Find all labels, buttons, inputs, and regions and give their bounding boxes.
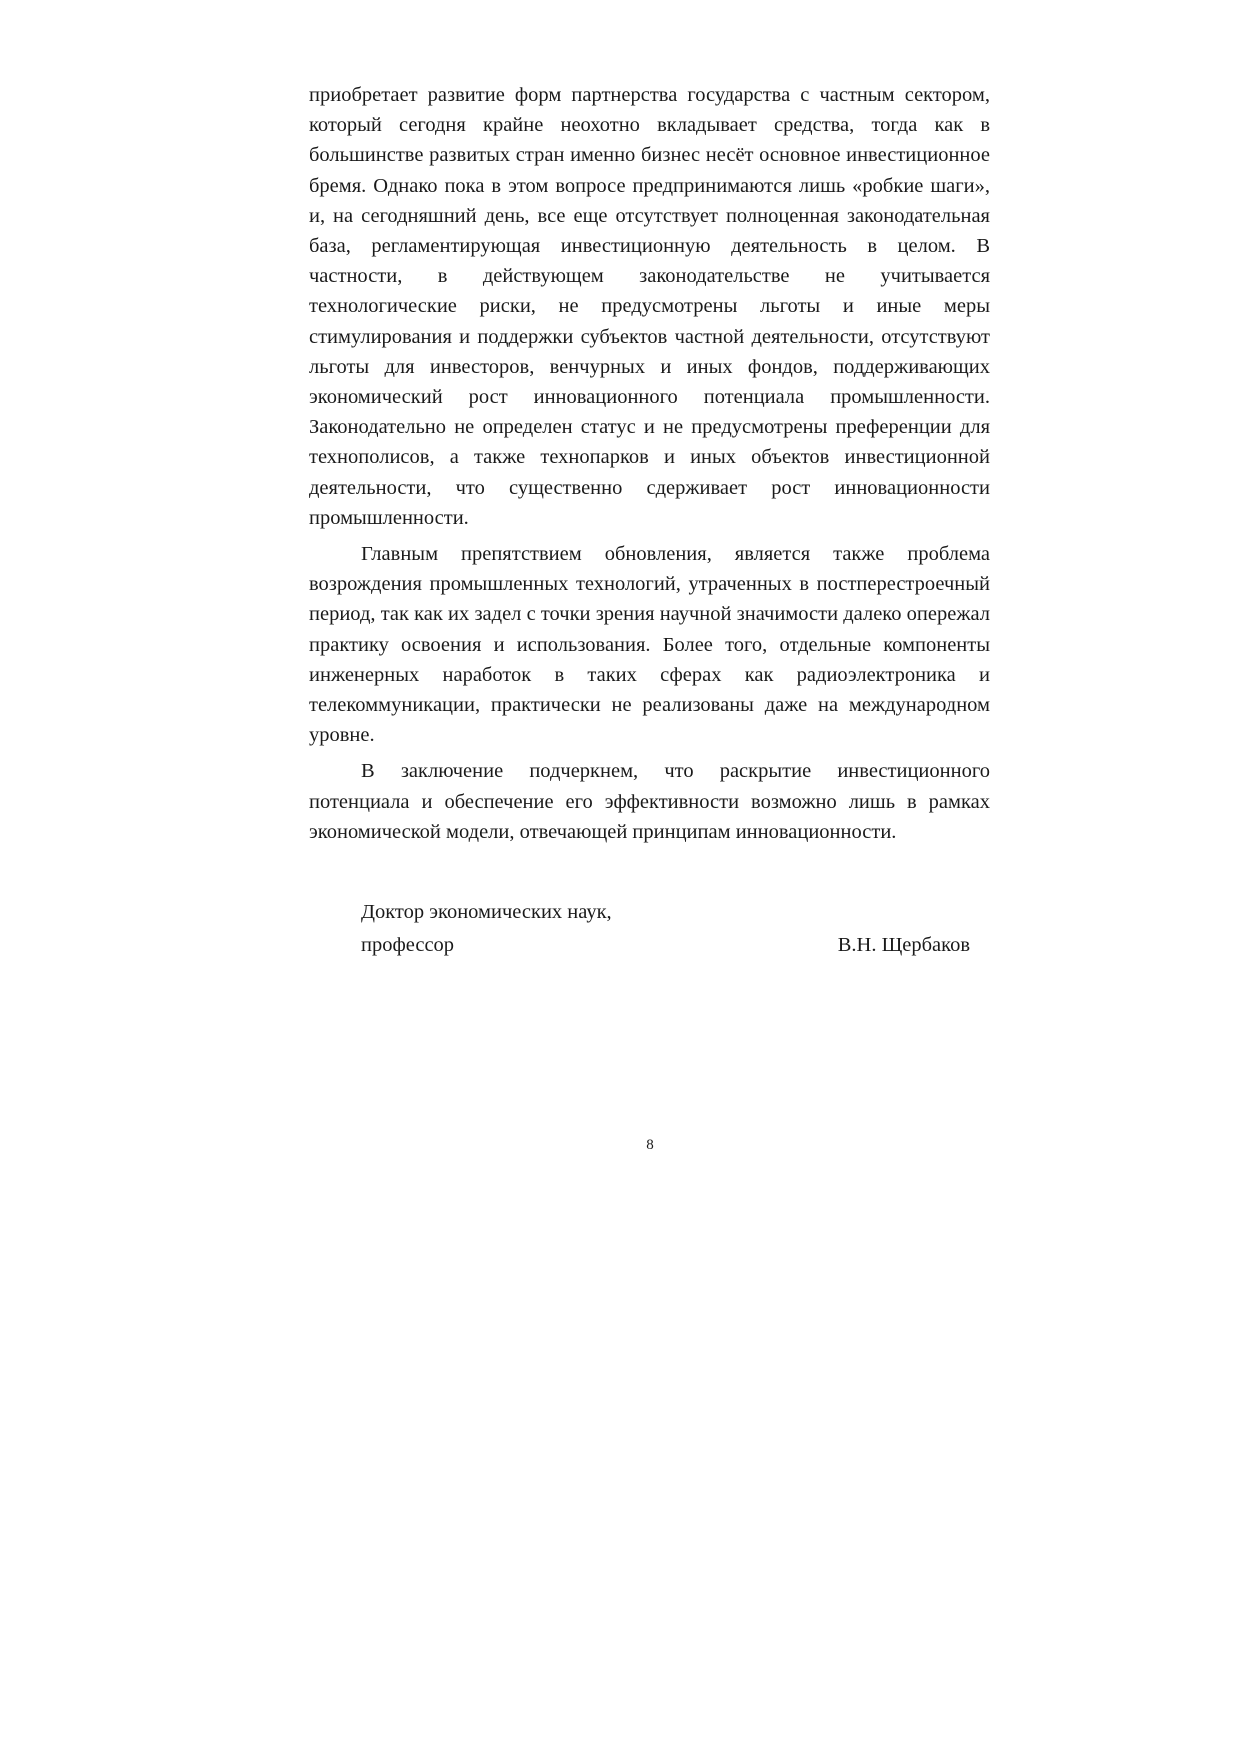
signature-title-line1: Доктор экономических наук, xyxy=(361,901,612,923)
page-number: 8 xyxy=(646,1137,654,1153)
signature-title-line2: профессор xyxy=(361,934,455,956)
paragraph-continuation: приобретает развитие форм партнерства государства с частным сектором, который сегодня крайне неохотно вкладывает средства, тогда как в большинстве развитых стран именно бизнес несёт основное инвестиционное бремя. Однако пока в этом вопросе предпринимаются лишь «робкие шаги», и, на сегодняшний день, все еще отсутствует полноценная законодательная база, регламентирующая инвестиционную деятельность в целом. В частности, в действующем законодательстве не учитывается технологические риски, не предусмотрены льготы и иные меры стимулирования и поддержки субъектов частной деятельности, отсутствуют льготы для инвесторов, венчурных и иных фондов, поддерживающих экономический рост инновационного потенциала промышленности. Законодательно не определен статус и не предусмотрены преференции для технополисов, а также технопарков и иных объектов инвестиционной деятельности, что существенно сдерживает рост инновационности промышленности. xyxy=(309,84,990,529)
paragraph-obstacles: Главным препятствием обновления, является также проблема возрождения промышленных технологий, утраченных в постперестроечный период, так как их задел с точки зрения научной значимости далеко опережал практику освоения и использования. Более того, отдельные компоненты инженерных наработок в таких сферах как радиоэлектроника и телекоммуникации, практически не реализованы даже на международном уровне. xyxy=(309,543,990,747)
signature-name: В.Н. Щербаков xyxy=(837,934,970,956)
signature-row xyxy=(361,929,970,962)
signature-block xyxy=(361,896,970,962)
paragraph-conclusion: В заключение подчеркнем, что раскрытие инвестиционного потенциала и обеспечение его эффективности возможно лишь в рамках экономической модели, отвечающей принципам инновационности. xyxy=(309,760,990,843)
body-text xyxy=(309,80,990,847)
